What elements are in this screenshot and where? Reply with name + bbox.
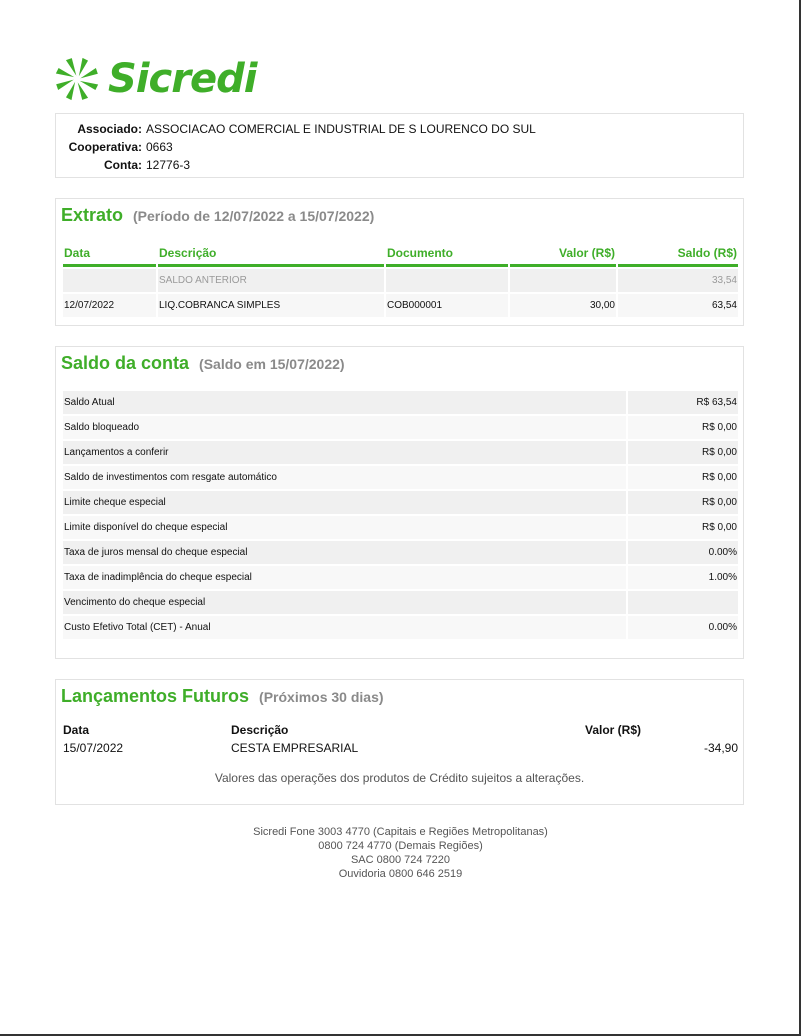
- table-row: [63, 269, 738, 292]
- col-descricao: Descrição: [231, 723, 289, 737]
- table-row: [63, 466, 738, 489]
- col-saldo: Saldo (R$): [618, 244, 738, 267]
- table-row: [63, 441, 738, 464]
- saldo-label: Saldo bloqueado: [63, 416, 626, 439]
- cell-saldo: 63,54: [618, 294, 738, 317]
- col-valor: Valor (R$): [510, 244, 616, 267]
- cell-descricao: SALDO ANTERIOR: [158, 269, 384, 292]
- extrato-section: [55, 198, 744, 326]
- saldo-label: Saldo de investimentos com resgate automático: [63, 466, 626, 489]
- footer-line: 0800 724 4770 (Demais Regiões): [318, 840, 483, 852]
- cell-documento: COB000001: [386, 294, 508, 317]
- table-row: [63, 516, 738, 539]
- saldo-value: 0.00%: [628, 616, 738, 639]
- col-descricao: Descrição: [158, 244, 384, 267]
- saldo-value: 1.00%: [628, 566, 738, 589]
- saldo-label: Saldo Atual: [63, 391, 626, 414]
- saldo-title: Saldo da conta: [61, 353, 190, 373]
- saldo-label: Limite cheque especial: [63, 491, 626, 514]
- saldo-label: Limite disponível do cheque especial: [63, 516, 626, 539]
- conta-row: [64, 156, 735, 174]
- associado-value: ASSOCIACAO COMERCIAL E INDUSTRIAL DE S LOURENCO DO SUL: [146, 122, 536, 136]
- saldo-value: 0.00%: [628, 541, 738, 564]
- extrato-period: (Período de 12/07/2022 a 15/07/2022): [133, 208, 375, 224]
- saldo-subtitle: (Saldo em 15/07/2022): [199, 356, 345, 372]
- cell-descricao: LIQ.COBRANCA SIMPLES: [158, 294, 384, 317]
- saldo-label: Lançamentos a conferir: [63, 441, 626, 464]
- futuros-table: [61, 721, 740, 757]
- cell-descricao: CESTA EMPRESARIAL: [231, 741, 359, 755]
- saldo-label: Taxa de juros mensal do cheque especial: [63, 541, 626, 564]
- cell-valor: [510, 269, 616, 292]
- futuros-subtitle: (Próximos 30 dias): [259, 689, 384, 705]
- cell-valor: 30,00: [510, 294, 616, 317]
- cell-data: 15/07/2022: [63, 741, 124, 755]
- table-row: [61, 739, 740, 757]
- saldo-value: R$ 0,00: [628, 441, 738, 464]
- saldo-label: Vencimento do cheque especial: [63, 591, 626, 614]
- saldo-value: R$ 0,00: [628, 466, 738, 489]
- sicredi-pinwheel-icon: [54, 54, 100, 104]
- table-row: [63, 616, 738, 639]
- extrato-table: [61, 242, 740, 319]
- footer-contacts: [0, 825, 801, 881]
- footer-line: SAC 0800 724 7220: [350, 854, 451, 866]
- table-row: [63, 591, 738, 614]
- table-row: [63, 566, 738, 589]
- saldo-value: [628, 591, 738, 614]
- saldo-label: Custo Efetivo Total (CET) - Anual: [63, 616, 626, 639]
- col-data: Data: [63, 244, 156, 267]
- saldo-section: [55, 346, 744, 659]
- extrato-title: Extrato: [61, 205, 124, 225]
- cooperativa-value: 0663: [146, 140, 173, 154]
- futuros-section: [55, 679, 744, 805]
- futuros-title: Lançamentos Futuros: [61, 686, 250, 706]
- table-row: [63, 541, 738, 564]
- col-data: Data: [63, 723, 90, 737]
- saldo-value: R$ 63,54: [628, 391, 738, 414]
- cell-documento: [386, 269, 508, 292]
- table-row: [63, 491, 738, 514]
- associado-row: [64, 120, 735, 138]
- footer-line: Sicredi Fone 3003 4770 (Capitais e Regiões Metropolitanas): [253, 826, 548, 838]
- saldo-table: [61, 389, 740, 641]
- associado-label: Associado:: [77, 122, 142, 136]
- col-documento: Documento: [386, 244, 508, 267]
- credit-disclaimer: Valores das operações dos produtos de Crédito sujeitos a alterações.: [214, 771, 585, 785]
- conta-label: Conta:: [104, 158, 142, 172]
- cooperativa-label: Cooperativa:: [68, 140, 142, 154]
- cell-saldo: 33,54: [618, 269, 738, 292]
- saldo-label: Taxa de inadimplência do cheque especial: [63, 566, 626, 589]
- table-row: [63, 416, 738, 439]
- conta-value: 12776-3: [146, 158, 191, 172]
- cell-data: [63, 269, 156, 292]
- saldo-value: R$ 0,00: [628, 416, 738, 439]
- saldo-value: R$ 0,00: [628, 491, 738, 514]
- saldo-value: R$ 0,00: [628, 516, 738, 539]
- footer-line: Ouvidoria 0800 646 2519: [338, 868, 463, 880]
- sicredi-logo: [54, 53, 256, 105]
- cooperativa-row: [64, 138, 735, 156]
- brand-name: Sicredi: [108, 56, 257, 102]
- table-row: [63, 294, 738, 317]
- account-header: [55, 113, 744, 178]
- col-valor: Valor (R$): [585, 723, 642, 737]
- cell-valor: -34,90: [703, 741, 738, 755]
- cell-data: 12/07/2022: [63, 294, 156, 317]
- table-row: [63, 391, 738, 414]
